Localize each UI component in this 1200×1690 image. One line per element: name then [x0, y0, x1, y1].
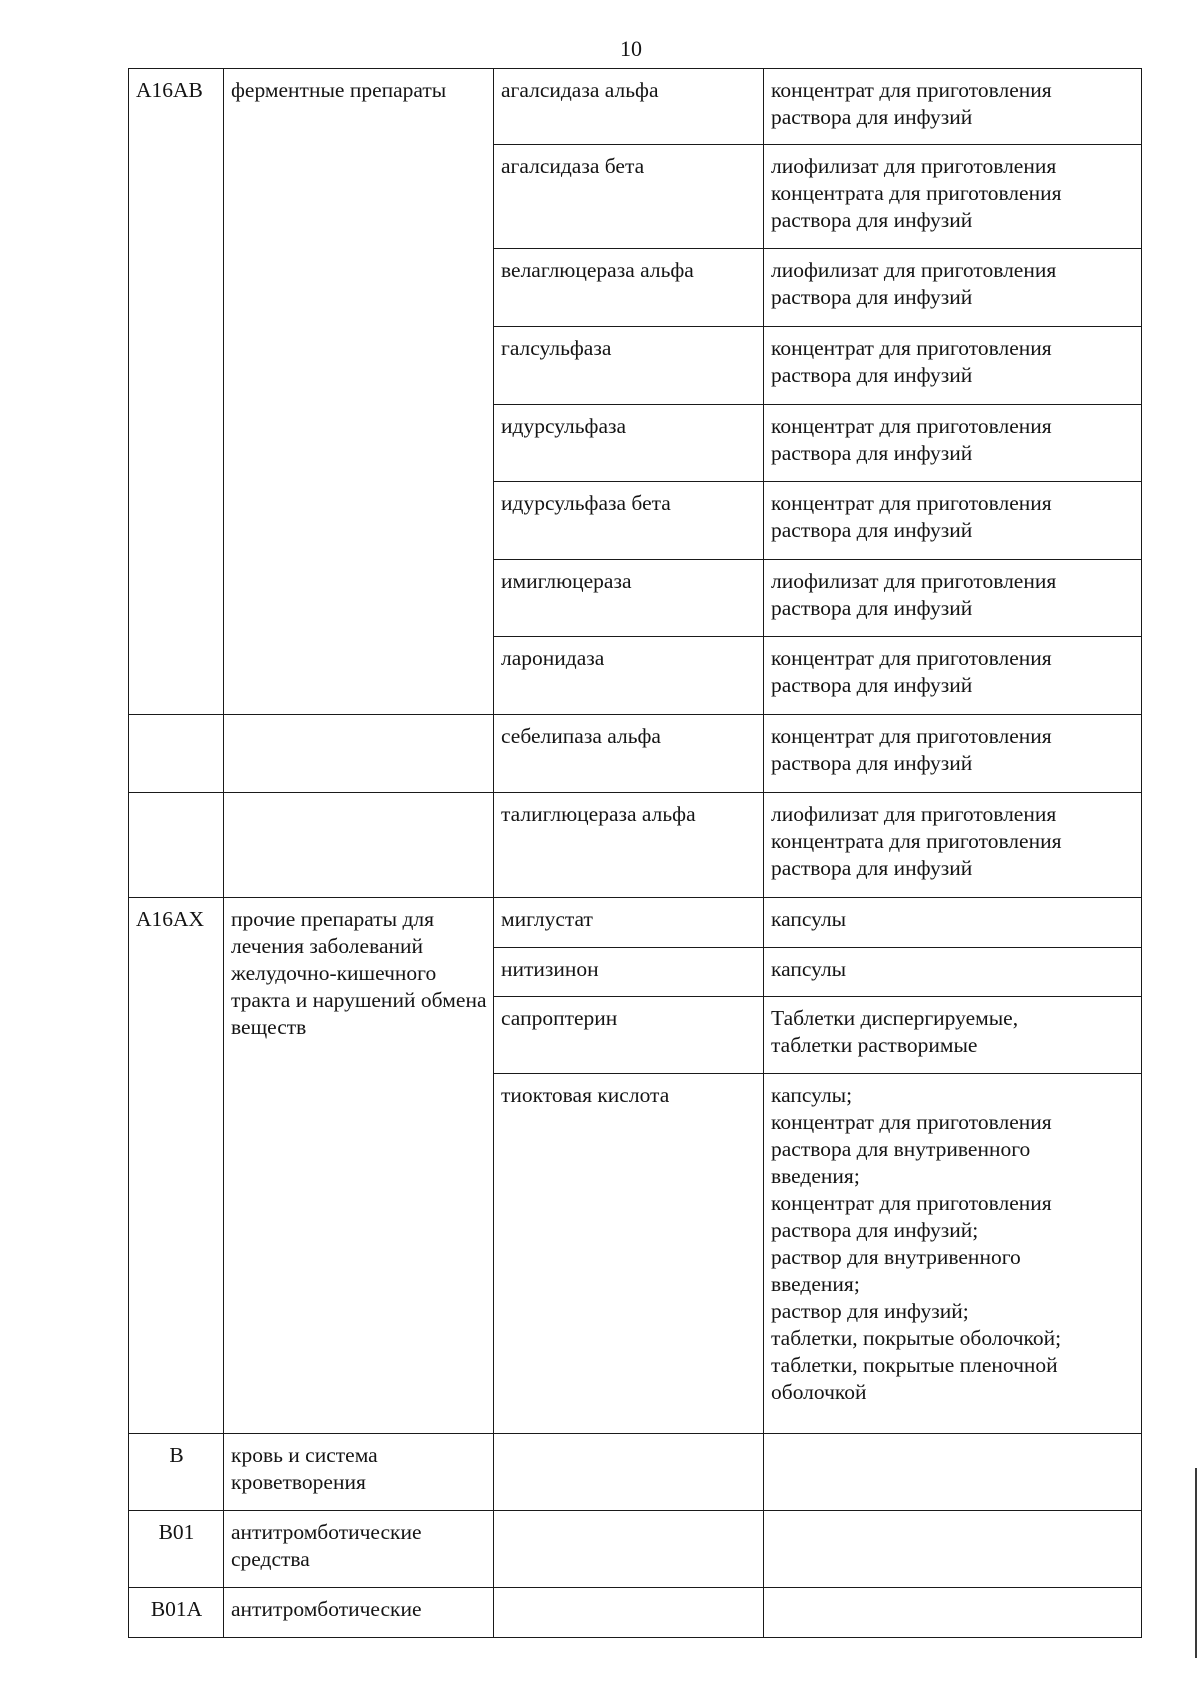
form-line: раствора для инфузий: [771, 208, 973, 232]
form-line: таблетки растворимые: [771, 1033, 978, 1057]
table-row: [129, 69, 1142, 145]
form-line: раствора для инфузий: [771, 518, 973, 542]
drug-cell: галсульфаза: [494, 327, 764, 405]
drug-cell: агалсидаза альфа: [494, 69, 764, 145]
form-line: концентрат для приготовления: [771, 1110, 1052, 1134]
group-cell: антитромботические: [224, 1588, 494, 1638]
form-line: концентрата для приготовления: [771, 829, 1062, 853]
form-line: капсулы;: [771, 1083, 853, 1107]
form-line: раствора для инфузий: [771, 596, 973, 620]
form-line: раствор для инфузий;: [771, 1299, 969, 1323]
form-line: концентрат для приготовления: [771, 78, 1052, 102]
form-line: раствора для инфузий: [771, 105, 973, 129]
form-line: концентрата для приготовления: [771, 181, 1062, 205]
form-line: раствор для внутривенного: [771, 1245, 1021, 1269]
drug-cell: идурсульфаза: [494, 405, 764, 482]
form-line: раствора для инфузий: [771, 673, 973, 697]
form-cell: [764, 482, 1142, 560]
form-line: лиофилизат для приготовления: [771, 569, 1057, 593]
form-line: лиофилизат для приготовления: [771, 154, 1057, 178]
form-cell: [764, 1588, 1142, 1638]
form-line: концентрат для приготовления: [771, 1191, 1052, 1215]
drug-cell: талиглюцераза альфа: [494, 793, 764, 898]
form-line: капсулы: [771, 957, 847, 981]
form-cell: [764, 793, 1142, 898]
form-line: оболочкой: [771, 1380, 867, 1404]
form-cell: [764, 1074, 1142, 1434]
form-line: раствора для инфузий: [771, 363, 973, 387]
form-cell: [764, 249, 1142, 327]
form-line: таблетки, покрытые оболочкой;: [771, 1326, 1062, 1350]
form-cell: [764, 69, 1142, 145]
form-line: капсулы: [771, 907, 847, 931]
form-line: раствора для инфузий: [771, 285, 973, 309]
form-cell: [764, 715, 1142, 793]
atc-code-cell: [129, 715, 224, 793]
atc-code-cell: В: [129, 1434, 224, 1511]
form-cell: [764, 898, 1142, 948]
scan-edge-line: [1195, 1468, 1197, 1658]
table-row: [129, 1588, 1142, 1638]
group-cell: ферментные препараты: [224, 69, 494, 715]
drug-cell: тиоктовая кислота: [494, 1074, 764, 1434]
form-line: раствора для инфузий: [771, 441, 973, 465]
table-row: [129, 1434, 1142, 1511]
form-cell: [764, 405, 1142, 482]
table-row: [129, 715, 1142, 793]
atc-code-cell: [129, 793, 224, 898]
form-line: раствора для инфузий: [771, 751, 973, 775]
form-line: Таблетки диспергируемые,: [771, 1006, 1019, 1030]
form-cell: [764, 1434, 1142, 1511]
form-line: введения;: [771, 1272, 860, 1296]
form-line: концентрат для приготовления: [771, 724, 1052, 748]
form-cell: [764, 997, 1142, 1074]
drug-cell: себелипаза альфа: [494, 715, 764, 793]
table-row: [129, 898, 1142, 948]
drug-cell: сапроптерин: [494, 997, 764, 1074]
form-line: введения;: [771, 1164, 860, 1188]
drug-cell: ларонидаза: [494, 637, 764, 715]
form-line: концентрат для приготовления: [771, 414, 1052, 438]
group-cell: кровь и система кроветворения: [224, 1434, 494, 1511]
drug-cell: имиглюцераза: [494, 560, 764, 637]
page-number: 10: [620, 36, 642, 61]
form-line: концентрат для приготовления: [771, 491, 1052, 515]
drug-cell: [494, 1434, 764, 1511]
form-cell: [764, 145, 1142, 249]
form-cell: [764, 948, 1142, 997]
drug-cell: нитизинон: [494, 948, 764, 997]
drug-cell: агалсидаза бета: [494, 145, 764, 249]
drug-cell: идурсульфаза бета: [494, 482, 764, 560]
table-row: [129, 1511, 1142, 1588]
form-line: лиофилизат для приготовления: [771, 802, 1057, 826]
form-line: концентрат для приготовления: [771, 336, 1052, 360]
group-cell: антитромботические средства: [224, 1511, 494, 1588]
drug-cell: миглустат: [494, 898, 764, 948]
form-line: концентрат для приготовления: [771, 646, 1052, 670]
form-cell: [764, 1511, 1142, 1588]
group-cell: [224, 715, 494, 793]
atc-code-cell: В01А: [129, 1588, 224, 1638]
form-cell: [764, 637, 1142, 715]
form-line: лиофилизат для приготовления: [771, 258, 1057, 282]
group-cell: [224, 793, 494, 898]
group-cell: прочие препараты для лечения заболеваний желудочно-кишечного тракта и нарушений обмена веществ: [224, 898, 494, 1434]
drug-cell: велаглюцераза альфа: [494, 249, 764, 327]
atc-code-cell: А16АВ: [129, 69, 224, 715]
table-row: [129, 793, 1142, 898]
form-cell: [764, 327, 1142, 405]
form-line: таблетки, покрытые пленочной: [771, 1353, 1058, 1377]
drug-cell: [494, 1588, 764, 1638]
atc-code-cell: В01: [129, 1511, 224, 1588]
drug-cell: [494, 1511, 764, 1588]
form-line: раствора для инфузий;: [771, 1218, 979, 1242]
form-cell: [764, 560, 1142, 637]
form-line: раствора для инфузий: [771, 856, 973, 880]
atc-code-cell: А16АХ: [129, 898, 224, 1434]
form-line: раствора для внутривенного: [771, 1137, 1031, 1161]
drug-table: [128, 68, 1142, 1638]
